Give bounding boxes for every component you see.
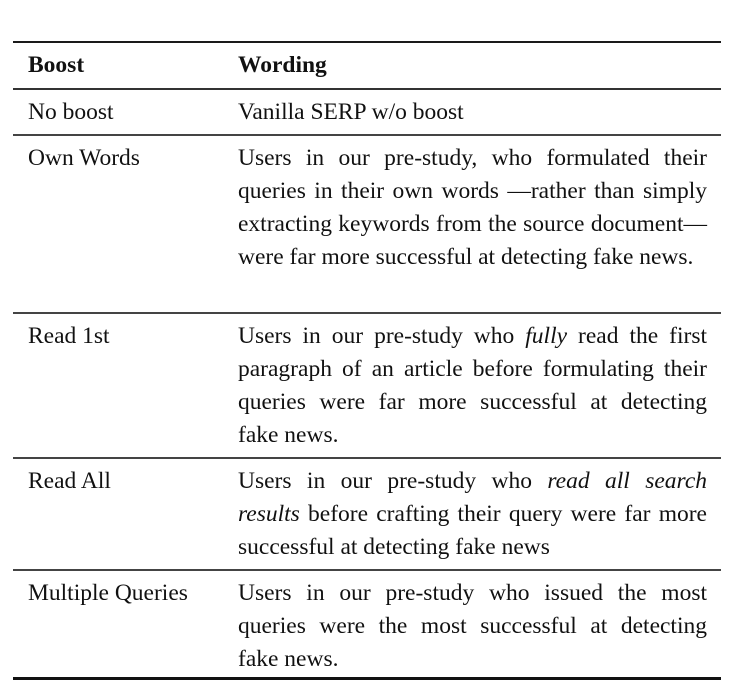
table-row <box>13 136 721 312</box>
boost-cell: Own Words <box>28 145 140 171</box>
wording-text: Vanilla SERP w/o boost <box>238 99 464 125</box>
wording-text: Users in our pre-study who issued the most queries were the most successful at detecting fake news. <box>238 580 707 672</box>
wording-cell <box>238 465 721 561</box>
emphasized-text: fully <box>525 323 568 349</box>
wording-text: Users in our pre-study, who formulated their queries in their own words —rather than simply extracting keywords from the source document— were far more successful at detecting fake news. <box>238 145 707 270</box>
table-row <box>13 459 721 569</box>
header-wording: Wording <box>238 52 327 78</box>
wording-cell <box>238 142 721 304</box>
boost-cell: Read 1st <box>28 323 110 349</box>
wording-cell <box>238 96 721 129</box>
emphasized-text: read all search results <box>238 468 707 527</box>
wording-text: read the first paragraph of an article before formulating their queries were far more successful at detecting fake news. <box>238 323 707 448</box>
wording-text: before crafting their query were far more successful at detecting fake news <box>238 501 707 560</box>
table-row <box>13 90 721 134</box>
wording-cell <box>238 320 721 449</box>
table-bottom-rule <box>13 677 721 680</box>
wording-cell <box>238 577 721 672</box>
header-boost: Boost <box>28 52 85 78</box>
table-header-row <box>13 43 721 88</box>
boost-wording-table <box>13 41 721 680</box>
boost-cell: No boost <box>28 99 114 125</box>
boost-cell: Read All <box>28 468 111 494</box>
boost-cell: Multiple Queries <box>28 580 188 606</box>
wording-text: Users in our pre-study who <box>238 323 526 349</box>
wording-text: Users in our pre-study who <box>238 468 548 494</box>
table-row <box>13 571 721 677</box>
table-row <box>13 314 721 457</box>
